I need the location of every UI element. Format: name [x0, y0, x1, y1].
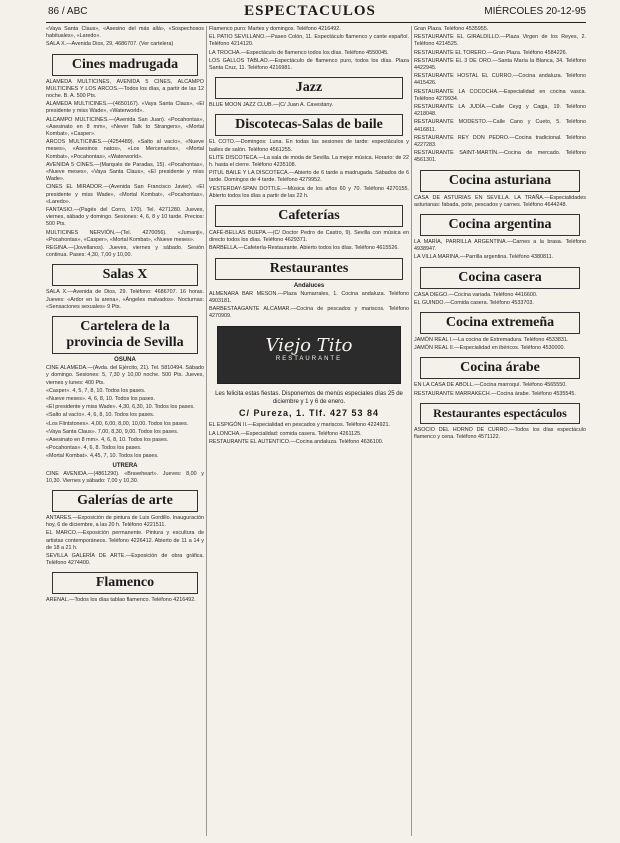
listing-item: «Los Flintstones». 4,00, 6,00, 8,00, 10,00. Todos los pases.: [46, 420, 189, 427]
listing-item: LA VILLA MARINA.—Parrilla argentina. Teléfono 4380811.: [414, 254, 554, 261]
listing-item: Gran Plaza. Teléfono 4535955.: [414, 26, 489, 32]
listing-item: JAMÓN REAL II.—Especialidad en ibéricos. Teléfono 4530000.: [414, 345, 566, 352]
logo-title: Viejo Tito: [265, 335, 353, 357]
listing-item: RESTAURANTE MARRAKECH.—Cocina árabe. Teléfono 4535545.: [414, 390, 576, 397]
listing-item: REGINA.—(Jovellanos). Jueves, viernes y sábado. Sesión continua. Pases: 4,30, 7,00 y 10,00.: [46, 245, 204, 259]
heading-restaurantes: Restaurantes: [215, 258, 403, 280]
town-utrera: UTRERA: [112, 462, 138, 469]
page-label: 86 / ABC: [48, 6, 88, 17]
listing-item: RESTAURANTE SAINT-MARTÍN.—Cocina de mercado. Teléfono 4561301.: [414, 150, 586, 164]
listing-item: EL ESPIGÓN II.—Especialidad en pescados y mariscos. Teléfono 4224921.: [209, 422, 390, 429]
listing-item: «Salto al vacío». 4, 6, 8, 10. Todos los pases.: [46, 412, 155, 419]
section-title: ESPECTACULOS: [244, 3, 376, 19]
listing-item: LOS GALLOS TABLAO.—Espectáculo de flamenco puro, todos los días. Plaza Santa Cruz, 11. Teléfono 4216981.: [209, 57, 409, 72]
listing-item: SALA X.—Avenida de Dios, 29. Teléfono: 4686707. 16 horas. Jueves: «Ardor en la arena», «Ángeles malvados». Nocturnas: «Sensaciones sexuales» 9 Pts.: [46, 289, 204, 310]
listing-item: EL COTO.—Domingos: Luna. En todas las sesiones de tarde: espectáculos y bailes de salón. Teléfono 4561255.: [209, 139, 409, 153]
heading-cocina-asturiana: Cocina asturiana: [420, 170, 580, 192]
ad-phone: C/ Pureza, 1. Tlf. 427 53 84: [238, 408, 380, 419]
listing-item: ARCOS MULTICINES.—(4254489). «Salto al vacío», «Nueve meses», «Asesinos natos», «Los Mercenarios», «Mortal Kombat», «Pocahontas», «Waterworld».: [46, 139, 204, 160]
listing-item: RESTAURANTE HOSTAL EL CURRO.—Cocina andaluza. Teléfono 4415426.: [414, 73, 586, 87]
listing-item: ALCAMPO MULTICINES.—(Avenida San Juan). «Pocahontas», «Asesinato en 8 mm», «Never Talk to Strangers», «Mortal Kombat», «Casper».: [46, 116, 204, 138]
listing-item: RESTAURANTE LA JUDÍA.—Calle Ceyg y Cagja, 19. Teléfono 4218048.: [414, 104, 586, 118]
column-divider: [411, 26, 412, 836]
listing-item: MULTICINES NERVIÓN.—(Tel. 4270056). «Jumanji», «Pocahontas», «Casper», «Mortal Kombat», «Nueve meses».: [46, 229, 204, 243]
heading-salas-x: Salas X: [52, 264, 198, 286]
listing-item: EL PATIO SEVILLANO.—Paseo Colón, 11. Espectáculo flamenco y cante español. Teléfono 4214120.: [209, 34, 409, 48]
logo-subtitle: RESTAURANTE: [275, 356, 343, 363]
town-osuna: OSUNA: [114, 357, 136, 364]
listing-item: BARBESTAAGANTE ALCAMAR.—Cocina de pescados y mariscos. Teléfono 4270909.: [209, 306, 409, 320]
listing-item: FANTASIO.—(Pagés del Corro, 170). Tel. 4271280. Jueves, viernes, sábado y domingo. Sesiones: 4, 6, 8 y 10 tarde. Precios: 500 Pts.: [46, 207, 204, 228]
heading-cafeterias: Cafeterías: [215, 205, 403, 227]
column-2: [209, 26, 409, 836]
listing-item: ELITE DISCOTECA.—La sala de moda de Sevilla. La mejor música. Horario: de 22 h. hasta el cierre. Teléfono 4235108.: [209, 154, 409, 169]
listing-item: CASA DE ASTURIAS EN SEVILLA. LA TRAÑA.—Especialidades asturianas: fabada, pote, pescados y carnes. Teléfono 4644248.: [414, 194, 586, 208]
heading-cocina-arabe: Cocina árabe: [420, 357, 580, 379]
heading-galerias-arte: Galerías de arte: [52, 490, 198, 512]
listing-item: EL GUINDO.—Comida casera. Teléfono 4533703.: [414, 299, 534, 306]
heading-cocina-extremena: Cocina extremeña: [420, 312, 580, 334]
listing-item: LA TROCHA.—Espectáculo de flamenco todos los días. Teléfono 4550045.: [209, 49, 389, 56]
text-block: SALA X.—Avenida Dios, 29, 4686707. (Ver cartelera): [46, 41, 174, 48]
listing-item: BLUE MOON JAZZ CLUB.—(C/ Juan A. Cavestany.: [209, 102, 334, 109]
heading-cartelera-provincia: Cartelera de la provincia de Sevilla: [52, 316, 198, 354]
heading-jazz: Jazz: [215, 77, 403, 99]
listing-item: RESTAURANTE EL AUTENTICO.—Cocina andaluza. Teléfono 4636100.: [209, 438, 384, 445]
listing-item: ALMENARA BAR MESON.—Plaza Numarrales, 1. Cocina andaluza. Teléfono 4903181.: [209, 290, 409, 304]
heading-cocina-casera: Cocina casera: [420, 267, 580, 289]
heading-cocina-argentina: Cocina argentina: [420, 214, 580, 236]
heading-cines-madrugada: Cines madrugada: [52, 54, 198, 76]
listing-item: CAFÉ-BELLAS BUEPA.—(C/ Doctor Pedro de Castro, 9). Sevilla con música en directo todos los días. Teléfono 4629371.: [209, 230, 409, 244]
listing-item: RESTAURANTE REY DON PEDRO.—Cocina tradicional. Teléfono 4227283.: [414, 134, 586, 149]
listing-item: ALAMEDA MULTICINES, AVENIDA 5 CINES, ALCAMPO MULTICINES Y LOS ARCOS.—Todos los días, a partir de las 12 noche. B. A. 500 Pts.: [46, 78, 204, 100]
listing-item: «Pocahontas». 4, 6, 8. Todos los pases.: [46, 445, 142, 452]
listing-item: EN LA CASA DE ABOLL.—Cocina marroquí. Teléfono 4565550.: [414, 382, 567, 389]
listing-item: ANTARES.—Exposición de pintura de Luis Gordillo. Inauguración hoy, 6 de diciembre, a las 20 h. Teléfono 4221511.: [46, 514, 204, 529]
subheading-andaluces: Andaluces: [293, 282, 325, 289]
heading-flamenco: Flamenco: [52, 572, 198, 594]
column-1: [46, 26, 204, 836]
listing-item: EL MARCO.—Exposición permanente. Pintura y escultura de artistas contemporáneos. Teléfono 4226412. Abierto de 11 a 14 y de 18 a 21 h.: [46, 530, 204, 551]
viejo-tito-logo: [217, 326, 401, 384]
listing-item: ARENAL.—Todos los días tablao flamenco. Teléfono 4216492.: [46, 597, 196, 604]
heading-discotecas: Discotecas-Salas de baile: [215, 114, 403, 136]
listing-item: RESTAURANTE EL TORERO.—Gran Plaza. Teléfono 4584226.: [414, 49, 568, 56]
listing-item: LA MARÍA, PARRILLA ARGENTINA.—Carnes a la brasa. Teléfono 4938947.: [414, 239, 586, 253]
listing-item: RESTAURANTE LA COCOCHA.—Especialidad en cocina vasca. Teléfono 4279934.: [414, 88, 586, 102]
column-3: [414, 26, 586, 836]
listing-item: «Casper». 4, 5, 7, 8, 10. Todos los pases.: [46, 387, 146, 394]
listing-item: AVENIDA 5 CINES.—(Marqués de Paradas, 15). «Pocahontas», «Nueve meses», «Vaya Santa Claus», «El presidente y miss Wade».: [46, 161, 204, 183]
text-block: «Vaya Santa Claus», «Asesino del más allá», «Sospechosos habituales», «Laredo».: [46, 26, 204, 40]
listing-item: CINES EL MIRADOR.—(Avenida San Francisco Javier). «El presidente y miss Wade», «Mortal Kombat», «Pocahontas», «Laredo».: [46, 184, 204, 205]
listing-item: CINE ALAMEDA.—(Avda. del Ejército, 21). Tel. 5810494. Sábado y domingo. Sesiones: 5, 7,30 y 10,00 noche. 500 Pts. Jueves, viernes y lunes: 400 Pts.: [46, 365, 204, 386]
listing-item: «Nueve meses». 4, 6, 8, 10. Todos los pases.: [46, 395, 155, 402]
listing-item: ALAMEDA MULTICINES.—(4650167). «Vaya Santa Claus», «El presidente y miss Wade», «Waterworld».: [46, 101, 204, 115]
listing-item: SEVILLA GALERÍA DE ARTE.—Exposición de obra gráfica. Teléfono 4274400.: [46, 552, 204, 567]
listing-item: «Mortal Kombat». 4,45, 7, 10. Todos los pases.: [46, 453, 159, 460]
column-divider: [206, 26, 207, 836]
listing-item: «El presidente y miss Wade». 4,30, 6,30, 10. Todos los pases.: [46, 404, 195, 411]
listing-item: Flamenco puro: Martes y domingos. Teléfono 4216492.: [209, 26, 341, 32]
listing-item: «Asesinato en 8 mm». 4, 6, 8, 10. Todos los pases.: [46, 436, 169, 443]
listing-item: BARBELLA.—Cafetería-Restaurante. Abierto todos los días. Teléfono 4615526.: [209, 245, 399, 252]
listing-item: «Vaya Santa Claus». 7,00, 8,30, 9,00. Todos los pases.: [46, 428, 179, 435]
heading-restaurantes-espectaculos: Restaurantes espectáculos: [420, 403, 580, 424]
header-rule: [46, 22, 586, 23]
listing-item: RESTAURANTE EL GIRALDILLO.—Plaza Virgen de los Reyes, 2. Teléfono 4214525.: [414, 34, 586, 48]
listing-item: YESTERDAY-SPAN DOTTLE.—Música de los años 60 y 70. Teléfono 4270155. Abierto todos los días a partir de las 22 h.: [209, 185, 409, 199]
listing-item: PITUL BAILE Y LA DISCOTECA.—Abierto de 6 tarde a madrugada. Sábados de 6 tarde. Domingos de 4 tarde. Teléfono 4279952.: [209, 170, 409, 184]
listing-item: JAMÓN REAL I.—La cocina de Extremadura. Teléfono 4533831.: [414, 337, 569, 344]
listing-item: RESTAURANTE MODESTO.—Calle Cano y Cueto, 5. Teléfono 4416811.: [414, 119, 586, 133]
listing-item: LA LONCHA.—Especialidad: comida casera. Teléfono 4261125.: [209, 430, 362, 437]
listing-item: ASOCIO DEL HORNO DE CURRO.—Todos los días espectáculo flamenco y cena. Teléfono 4571122.: [414, 426, 586, 441]
listing-item: RESTAURANTE EL 3 DE ORO.—Santa María la Blanca, 34. Teléfono 4422945.: [414, 57, 586, 72]
page-date: MIÉRCOLES 20-12-95: [484, 6, 586, 17]
listing-item: CINE AVENIDA.—(4861290). «Braveheart». Jueves: 8,00 y 10,30. Viernes y sábado: 7,00 y 10,30.: [46, 470, 204, 484]
ad-text: Les felicita estas fiestas. Disponemos de menús especiales días 25 de diciembre y 1 y 6 de enero.: [215, 391, 403, 406]
listing-item: CASA DIEGO.—Cocina variada. Teléfono 4416600.: [414, 291, 538, 298]
